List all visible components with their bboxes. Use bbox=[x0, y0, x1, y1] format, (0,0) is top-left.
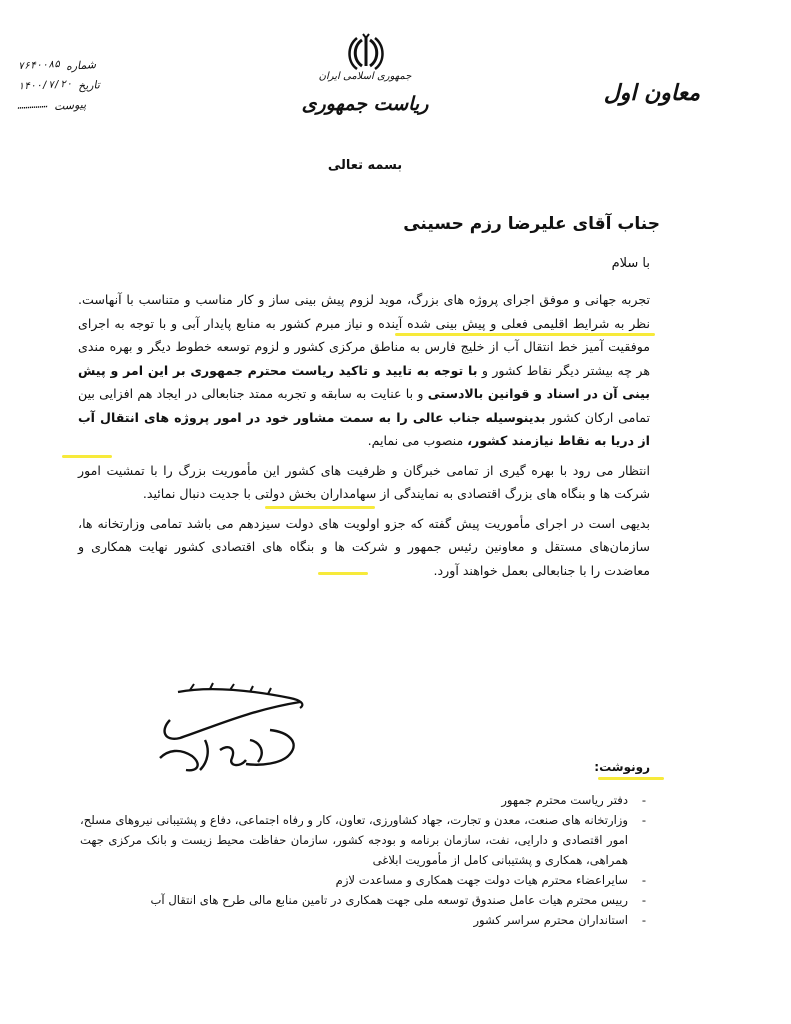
cc-bullet: - bbox=[641, 913, 647, 927]
cc-item-text: وزارتخانه های صنعت، معدن و تجارت، جهاد کشاورزی، تعاون، کار و رفاه اجتماعی، دفاع و پشتیبانی نیروهای مسلح، امور اقتصادی و دارایی، نفت، سازمان برنامه و بودجه کشور، سازمان حفاظت محیط زیست و بانک مرکزی جهت همراهی، همکاری و پشتیبانی کامل از مأموریت ابلاغی bbox=[80, 813, 628, 867]
cc-item-text: رییس محترم هیات عامل صندوق توسعه ملی جهت همکاری در تامین منابع مالی طرح های انتقال آب bbox=[150, 893, 628, 907]
highlight-mark bbox=[598, 777, 664, 780]
institution-subtitle: جمهوری اسلامی ایران bbox=[318, 71, 412, 82]
letter-metadata bbox=[18, 56, 178, 116]
cc-label: رونوشت: bbox=[594, 760, 650, 774]
cc-bullet: - bbox=[641, 793, 647, 807]
cc-item-text: استانداران محترم سراسر کشور bbox=[473, 913, 628, 927]
letter-date-row bbox=[18, 76, 178, 96]
cc-item-text: دفتر ریاست محترم جمهور bbox=[501, 793, 628, 807]
cc-bullet: - bbox=[641, 873, 647, 887]
cc-item bbox=[80, 810, 650, 870]
letter-number-value: ۷۶۴۰۰۸۵ bbox=[17, 58, 61, 73]
cc-list bbox=[80, 790, 650, 930]
greeting: با سلام bbox=[611, 256, 650, 271]
body-paragraph-1 bbox=[78, 288, 650, 453]
letter-date-value: ۱۴۰۰/۷/۲۰ bbox=[17, 78, 73, 93]
cc-item-text: سایراعضاء محترم هیات دولت جهت همکاری و مساعدت لازم bbox=[335, 873, 628, 887]
letter-date-label: تاریخ bbox=[77, 78, 101, 93]
office-title: معاون اول bbox=[603, 80, 700, 106]
institution-title: ریاست جمهوری bbox=[301, 93, 429, 115]
cc-item bbox=[80, 790, 650, 810]
iran-emblem-icon bbox=[345, 32, 387, 72]
body-paragraph-3: بدیهی است در اجرای مأموریت پیش گفته که جزو اولویت های دولت سیزدهم می باشد تمامی وزارتخانه ها، سازمان‌های مستقل و معاونین رئیس جمهور و شرکت ها و بنگاه های اقتصادی کشور نهایت همکاری و معاضدت را با جنابعالی بعمل خواهند آورد. bbox=[78, 515, 650, 578]
letter-number-row bbox=[18, 56, 178, 76]
appointment-text: بدینوسیله جناب عالی را به سمت مشاور خود در امور پروژه های انتقال آب از دریا به نقاط نیازمند کشور، bbox=[78, 409, 650, 448]
body-text: و با عنایت به سابقه و تجربه ممتد جنابعالی در ایجاد هم افزایی بین تمامی ارکان کشور bbox=[78, 386, 651, 425]
cc-bullet: - bbox=[641, 813, 647, 827]
letter-attachment-value: …………… bbox=[17, 99, 49, 112]
letter-body bbox=[78, 288, 650, 582]
signature-icon bbox=[150, 680, 330, 790]
letter-number-label: شماره bbox=[65, 57, 97, 74]
invocation: بسمه تعالی bbox=[327, 158, 403, 173]
body-text: تجربه جهانی و موفق اجرای پروژه های بزرگ، موید لزوم پیش بینی ساز و کار مناسب و متناسب با آنهاست. نظر به شرایط اقلیمی فعلی و پیش بینی شده آینده و نیاز مبرم کشور به منابع پایدار آبی و با توجه به اجرای موفقیت آمیز خط انتقال آب از خلیج فارس به مناطق مرکزی کشور و لزوم توسعه خطوط دیگر و بهره مندی هر چه بیشتر دیگر نقاط کشور و bbox=[78, 292, 650, 378]
letter-attachment-row bbox=[18, 96, 178, 116]
body-paragraph-2: انتظار می رود با بهره گیری از تمامی خبرگان و ظرفیت های کشور این مأموریت بزرگ را با تمشیت امور شرکت ها و بنگاه های بزرگ اقتصادی به نمایندگی از سهامداران بخش دولتی با جدیت دنبال نمائید. bbox=[78, 462, 650, 501]
cc-item bbox=[80, 890, 650, 910]
addressee: جناب آقای علیرضا رزم حسینی bbox=[403, 214, 660, 234]
cc-item bbox=[80, 910, 650, 930]
body-text-bold: با توجه به تایید و تاکید ریاست محترم جمهوری بر این امر و پیش بینی آن در اسناد و قوانین بالادستی bbox=[78, 362, 650, 401]
letter-attachment-label: پیوست bbox=[53, 97, 87, 114]
cc-bullet: - bbox=[641, 893, 647, 907]
cc-item bbox=[80, 870, 650, 890]
body-text: منصوب می نمایم. bbox=[367, 433, 468, 448]
